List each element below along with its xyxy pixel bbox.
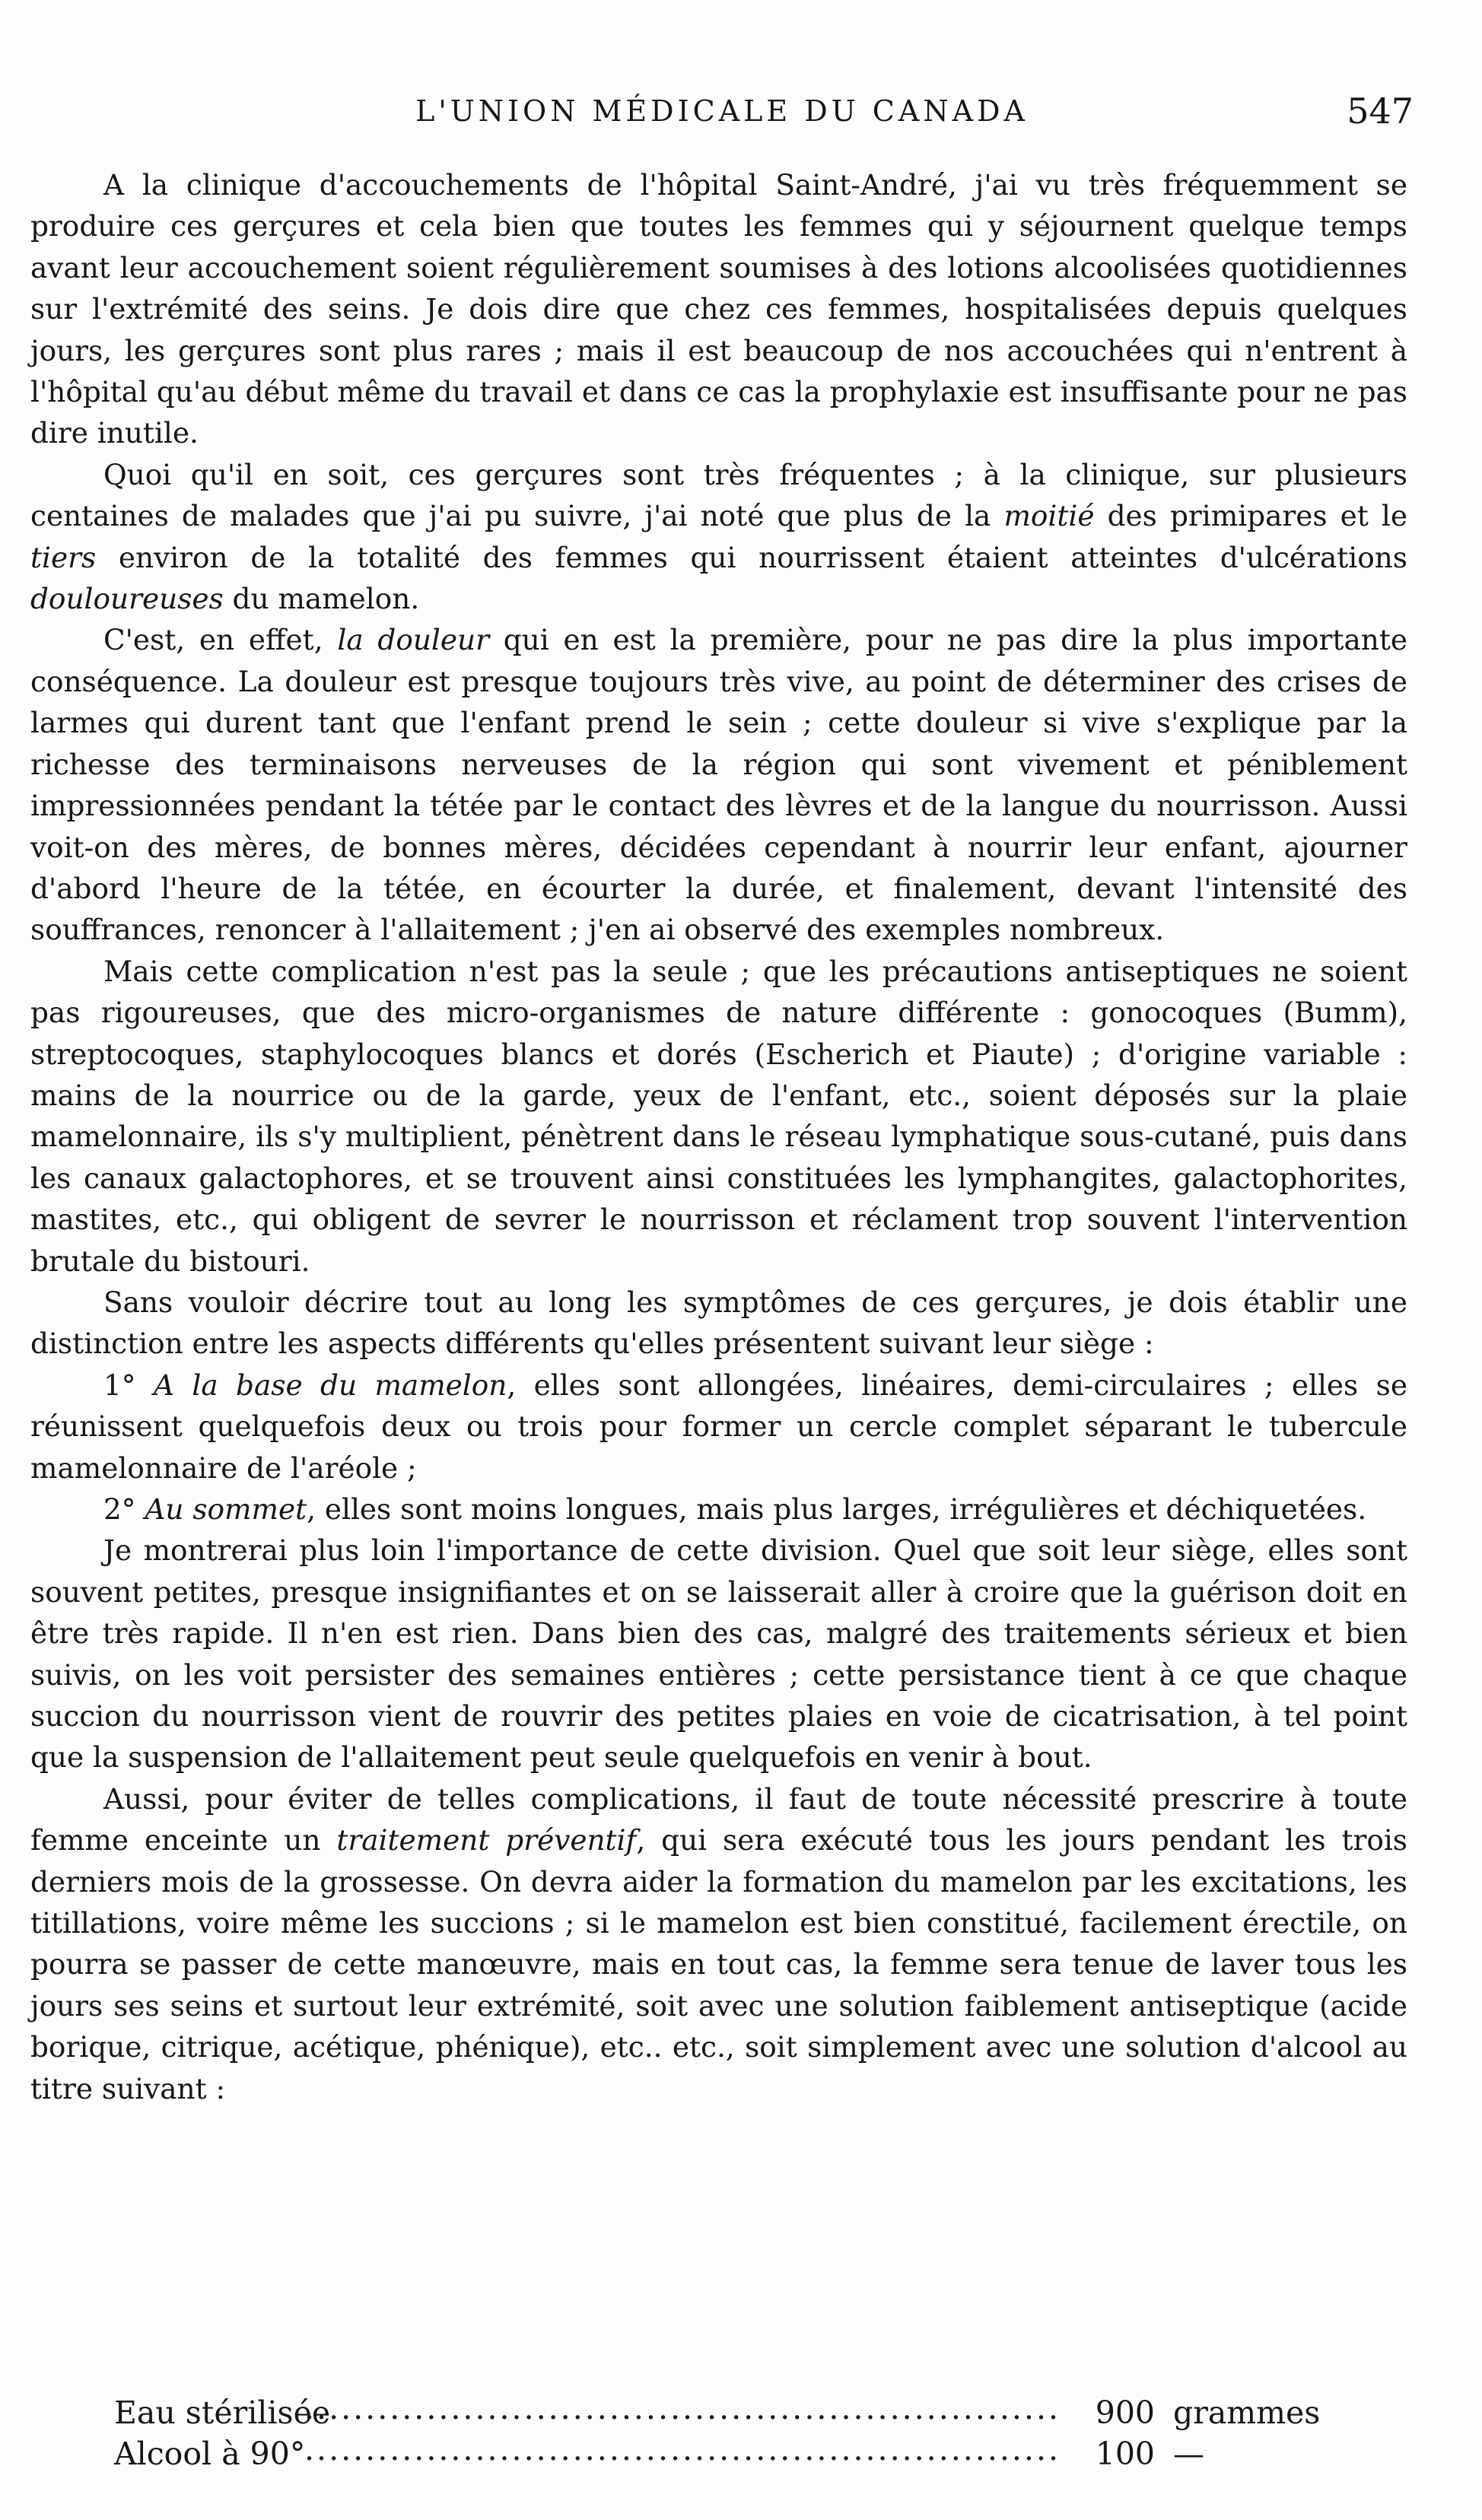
ingredient-name: Alcool à 90° bbox=[114, 2436, 306, 2472]
dot-leader: .............................................................. bbox=[304, 2431, 1061, 2468]
running-title: L'UNION MÉDICALE DU CANADA bbox=[415, 94, 1029, 128]
paragraph: Mais cette complication n'est pas la seule ; que les précautions antiseptiques ne soient pas rigoureuses, que des micro-organismes de nature différente : gonocoques (Bumm), streptocoques, staphylocoques blancs et dorés (Escherich et Piaute) ; d'origine variable : mains de la nourrice ou de la garde, yeux de l'enfant, etc., soient déposés sur la plaie mamelonnaire, ils s'y multiplient, pénètrent dans le réseau lymphatique sous-cutané, puis dans les canaux galactophores, et se trouvent ainsi constituées les lymphangites, galactophorites, mastites, etc., qui obligent de sevrer le nourrisson et réclament trop souvent l'intervention brutale du bistouri. bbox=[30, 954, 1407, 1278]
ingredient-unit: grammes bbox=[1173, 2394, 1321, 2431]
paragraph: Sans vouloir décrire tout au long les symptômes de ces gerçures, je dois établir une distinction entre les aspects différents qu'elles présentent suivant leur siège : bbox=[30, 1285, 1407, 1361]
paragraph: Quoi qu'il en soit, ces gerçures sont très fréquentes ; à la clinique, sur plusieurs centaines de malades que j'ai pu suivre, j'ai noté que plus de la moitié des primipares et le tiers environ de la totalité des femmes qui nourrissent étaient atteintes d'ulcérations douloureuses du mamelon. bbox=[30, 457, 1407, 616]
paragraph: C'est, en effet, la douleur qui en est la première, pour ne pas dire la plus importante conséquence. La douleur est presque toujours très vive, au point de déterminer des crises de larmes qui durent tant que l'enfant prend le sein ; cette douleur si vive s'explique par la richesse des terminaisons nerveuses de la région qui sont vivement et péniblement impressionnées pendant la tétée par le contact des lèvres et de la langue du nourrisson. Aussi voit-on des mères, de bonnes mères, décidées cependant à nourrir leur enfant, ajourner d'abord l'heure de la tétée, en écourter la durée, et finalement, devant l'intensité des souffrances, renoncer à l'allaitement ; j'en ai observé des exemples nombreux. bbox=[30, 623, 1407, 947]
emphasis: la douleur bbox=[337, 623, 489, 657]
ingredient-quantity: 100 bbox=[1095, 2436, 1155, 2472]
emphasis: tiers bbox=[30, 540, 97, 574]
list-paragraph: 2° Au sommet, elles sont moins longues, mais plus larges, irrégulières et déchiquetées. bbox=[103, 1492, 1367, 1526]
emphasis: A la base du mamelon bbox=[153, 1368, 507, 1402]
ingredient-unit: — bbox=[1173, 2436, 1204, 2472]
emphasis: moitié bbox=[1003, 499, 1095, 533]
formula-table bbox=[114, 2392, 1331, 2474]
page-number: 547 bbox=[1347, 91, 1414, 132]
paragraph: Je montrerai plus loin l'importance de cette division. Quel que soit leur siège, elles sont souvent petites, presque insignifiantes et on se laisserait aller à croire que la guérison doit en être très rapide. Il n'en est rien. Dans bien des cas, malgré des traitements sérieux et bien suivis, on les voit persister des semaines entières ; cette persistance tient à ce que chaque succion du nourrisson vient de rouvrir des petites plaies en voie de cicatrisation, à tel point que la suspension de l'allaitement peut seule quelquefois en venir à bout. bbox=[30, 1533, 1407, 1775]
dot-leader: .............................................................. bbox=[304, 2390, 1061, 2426]
body-text bbox=[30, 164, 1407, 2109]
paragraph: Aussi, pour éviter de telles complications, il faut de toute nécessité prescrire à toute femme enceinte un traitement préventif, qui sera exécuté tous les jours pendant les trois derniers mois de la grossesse. On devra aider la formation du mamelon par les excitations, les titillations, voire même les succions ; si le mamelon est bien constitué, facilement érectile, on pourra se passer de cette manœuvre, mais en tout cas, la femme sera tenue de laver tous les jours ses seins et surtout leur extrémité, soit avec une solution faiblement antiseptique (acide borique, citrique, acétique, phénique), etc.. etc., soit simplement avec une solution d'alcool au titre suivant : bbox=[30, 1781, 1407, 2105]
emphasis: Au sommet bbox=[145, 1492, 307, 1526]
running-head bbox=[30, 90, 1414, 132]
formula-row bbox=[114, 2433, 1331, 2474]
ingredient-quantity: 900 bbox=[1095, 2394, 1155, 2431]
paragraph: A la clinique d'accouchements de l'hôpital Saint-André, j'ai vu très fréquemment se produire ces gerçures et cela bien que toutes les femmes qui y séjournent quelque temps avant leur accouchement soient régulièrement soumises à des lotions alcoolisées quotidiennes sur l'extrémité des seins. Je dois dire que chez ces femmes, hospitalisées depuis quelques jours, les gerçures sont plus rares ; mais il est beaucoup de nos accouchées qui n'entrent à l'hôpital qu'au début même du travail et dans ce cas la prophylaxie est insuffisante pour ne pas dire inutile. bbox=[30, 168, 1407, 450]
emphasis: douloureuses bbox=[30, 582, 224, 616]
emphasis: traitement préventif bbox=[336, 1823, 637, 1857]
list-paragraph: 1° A la base du mamelon, elles sont allongées, linéaires, demi-circulaires ; elles se réunissent quelquefois deux ou trois pour former un cercle complet séparant le tubercule mamelonnaire de l'aréole ; bbox=[30, 1368, 1407, 1485]
formula-row bbox=[114, 2392, 1331, 2433]
ingredient-name: Eau stérilisée bbox=[114, 2394, 331, 2431]
